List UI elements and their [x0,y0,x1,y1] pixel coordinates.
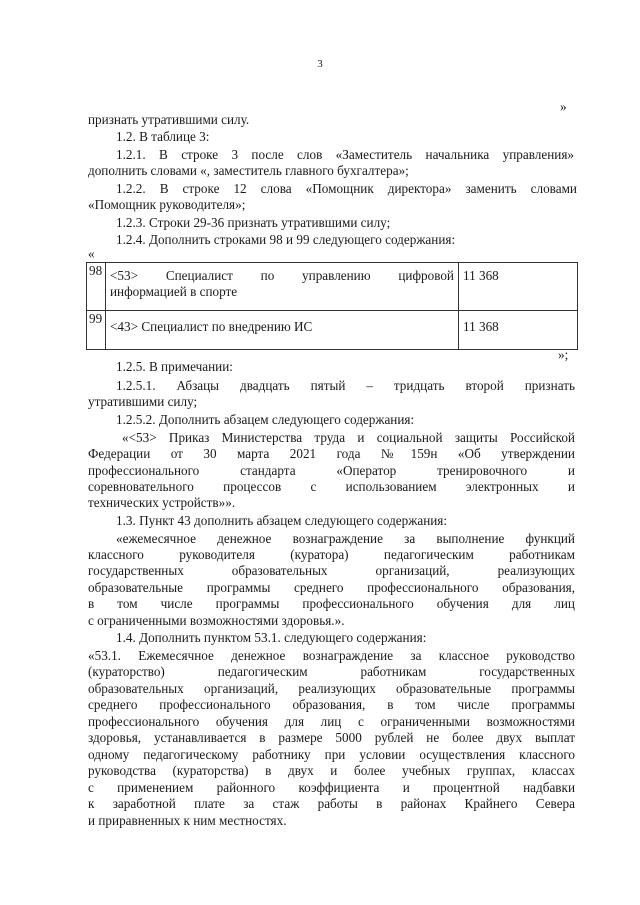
text-line: признать утратившими силу. [88,112,250,127]
table-row [87,311,578,350]
text-line: государственных образовательных организаций, реализующих [88,563,575,578]
text-line: 1.2. В таблице 3: [116,129,210,144]
text-line: Федерации от 30 марта 2021 года №159н «Об утверждении [88,446,575,461]
text-line: утратившими силу; [88,394,198,409]
text-line: (кураторство) педагогическим работникам государственных [88,664,575,679]
closing-quote: » [560,99,567,114]
text-line: дополнить словами «, заместитель главного бухгалтера»; [88,163,409,178]
text-line: «<53> Приказ Министерства труда и социальной защиты Российской [122,430,575,445]
position-cell [106,263,459,311]
text-line: руководства (кураторства) в двух и более учебных группах, классах [88,763,575,778]
text-line: 1.2.5.1. Абзацы двадцать пятый – тридцать второй признать [116,378,575,393]
text-line: «Помощник руководителя»; [88,197,246,212]
text-line: 1.2.5. В примечании: [116,359,233,374]
position-title-cont: информацией в спорте [110,284,238,299]
text-line: профессионального стандарта «Оператор тренировочного и [88,463,575,478]
table-row [87,263,578,311]
amount-cell: 11 368 [459,263,578,311]
text-line: 1.2.3. Строки 29-36 признать утратившими силу; [116,215,391,230]
text-line: с применением районного коэффициента и процентной надбавки [88,780,575,795]
text-line: 1.2.1. В строке 3 после слов «Заместитель начальника управления» [116,147,574,162]
opening-quote: « [88,246,95,261]
text-line: «ежемесячное денежное вознаграждение за выполнение функций [116,531,575,546]
page-number: 3 [317,58,323,70]
text-line: соревновательного процессов с использованием электронных и [88,479,575,494]
text-line: одному педагогическому работнику при условии осуществления классного [88,747,575,762]
position-title: <43> Специалист по внедрению ИС [110,319,313,334]
closing-quote: »; [558,347,569,362]
text-line: образовательных организаций, реализующих образовательные программы [88,681,575,696]
positions-table [86,262,578,350]
text-line: 1.4. Дополнить пунктом 53.1. следующего содержания: [116,630,427,645]
text-line: технических устройств»». [88,495,236,510]
text-line: к заработной плате за стаж работы в районах Крайнего Севера [88,796,575,811]
text-line: профессионального обучения для лиц с ограниченными возможностями [88,714,575,729]
text-line: с ограниченными возможностями здоровья.». [88,613,345,628]
text-line: в том числе программы профессионального обучения для лиц [88,596,575,611]
text-line: 1.2.2. В строке 12 слова «Помощник директора» заменить словами [116,181,577,196]
text-line: 1.2.4. Дополнить строками 98 и 99 следующего содержания: [116,232,456,247]
row-number: 98 [87,263,106,311]
text-line: и приравненных к ним местностях. [88,813,287,828]
text-line: среднего профессионального образования, в том числе программы [88,697,575,712]
position-cell [106,311,459,350]
text-line: образовательные программы среднего профессионального образования, [88,580,575,595]
amount-cell: 11 368 [459,311,578,350]
text-line: 1.3. Пункт 43 дополнить абзацем следующего содержания: [116,513,448,528]
row-number: 99 [87,311,106,350]
text-line: 1.2.5.2. Дополнить абзацем следующего содержания: [116,412,415,427]
text-line: классного руководителя (куратора) педагогическим работникам [88,547,575,562]
position-title: <53> Специалист по управлению цифровой [110,268,454,283]
text-line: «53.1. Ежемесячное денежное вознаграждение за классное руководство [88,648,575,663]
text-line: здоровья, устанавливается в размере 5000 рублей не более двух выплат [88,730,575,745]
